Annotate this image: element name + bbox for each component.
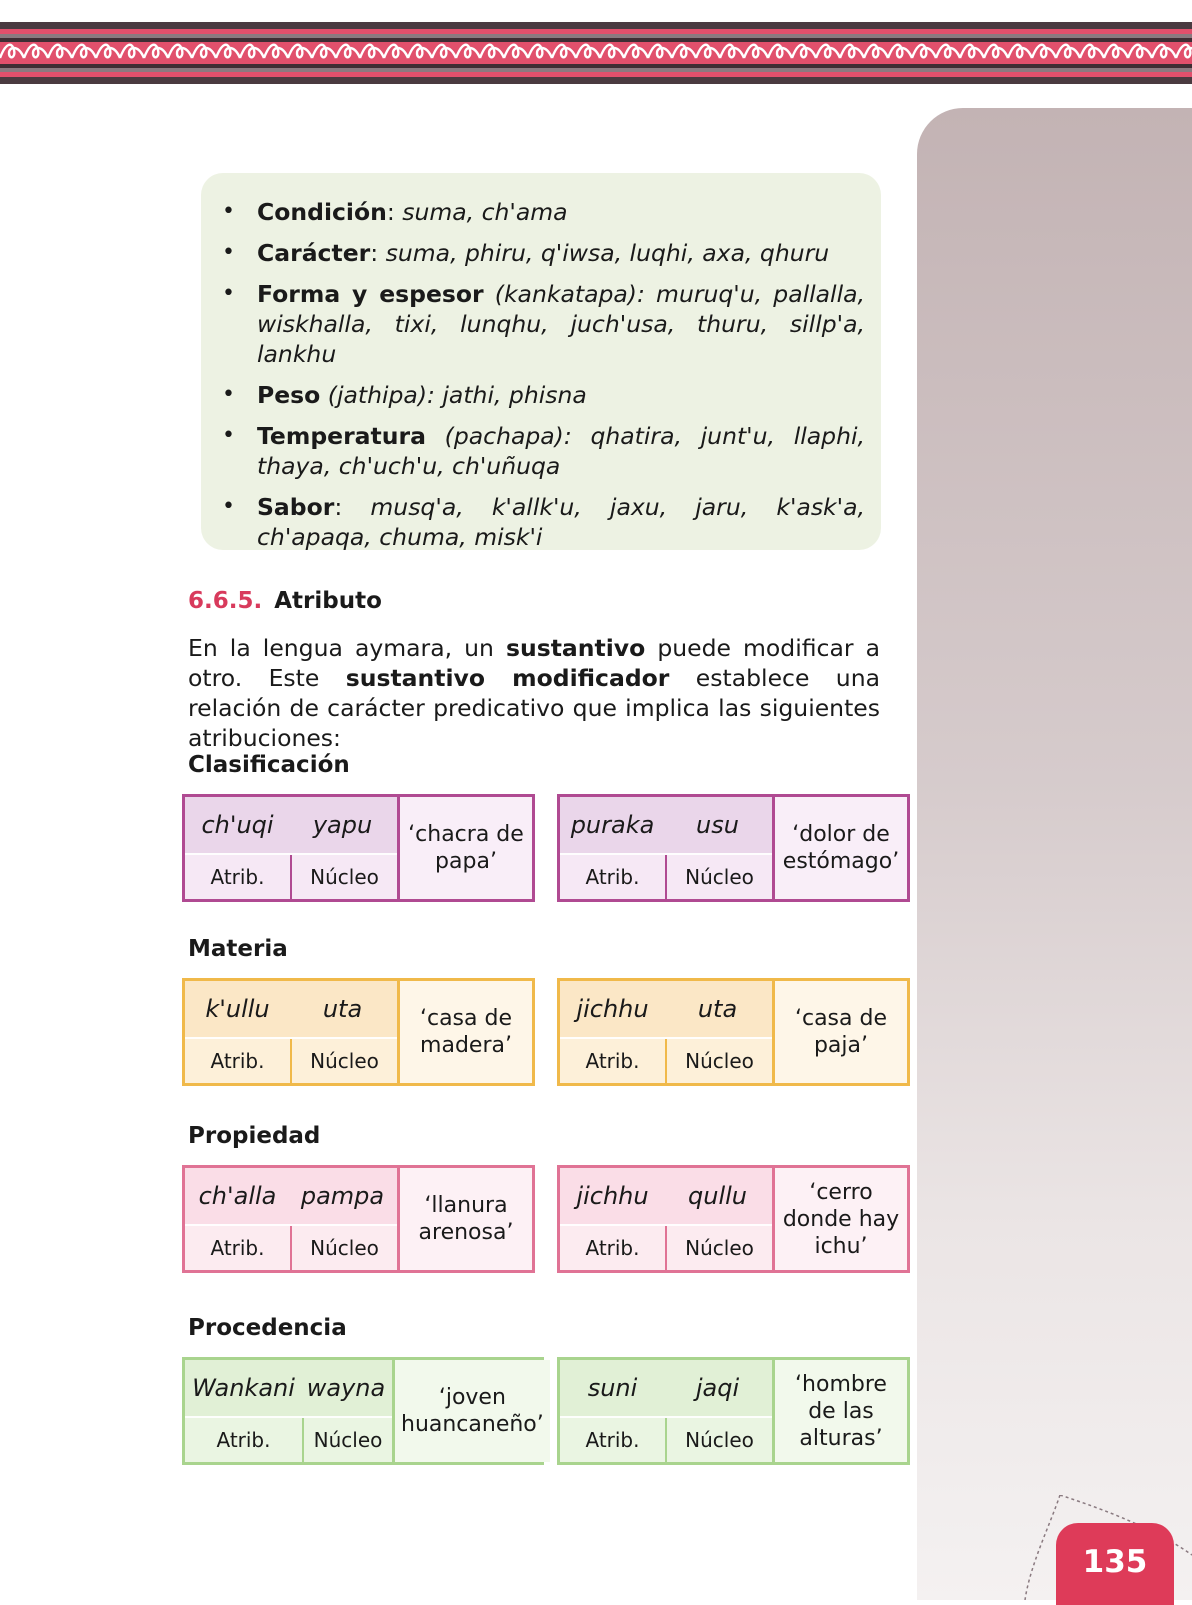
attribute-label: Atrib.: [560, 1226, 667, 1270]
item-label: Temperatura: [257, 422, 426, 450]
section-title: Atributo: [274, 588, 382, 614]
word-pair: [560, 1360, 772, 1462]
bullet-icon: •: [222, 494, 235, 519]
core-word: uta: [697, 995, 738, 1023]
item-words: suma, ch'ama: [402, 198, 568, 226]
translation: ‘chacra de papa’: [397, 797, 532, 899]
item-separator: [484, 280, 495, 308]
translation: ‘casa de madera’: [397, 981, 532, 1083]
attribute-word: Wankani: [192, 1374, 295, 1402]
attribute-word: puraka: [570, 811, 655, 839]
core-word: pampa: [300, 1182, 385, 1210]
item-separator: :: [386, 198, 403, 226]
para-text: establece una relación de carácter predicativo que implica las siguientes atribuciones:: [188, 664, 880, 752]
item-label: Sabor: [257, 493, 335, 521]
item-words: jathi, phisna: [442, 381, 587, 409]
translation: ‘llanura arenosa’: [397, 1168, 532, 1270]
item-gloss: (pachapa):: [444, 422, 572, 450]
word-row: [560, 797, 772, 853]
core-label: Núcleo: [685, 1049, 754, 1073]
list-item: [201, 197, 865, 227]
item-label: Forma y espesor: [257, 280, 484, 308]
attribute-word: ch'alla: [198, 1182, 277, 1210]
item-separator: :: [334, 493, 371, 521]
category-title: Clasificación: [188, 752, 350, 778]
item-label: Condición: [257, 198, 387, 226]
bullet-icon: •: [222, 281, 235, 306]
attribute-label: Atrib.: [560, 1418, 667, 1462]
bullet-icon: •: [222, 382, 235, 407]
word-pair: [185, 1360, 392, 1462]
label-row: [560, 1037, 772, 1083]
item-separator: :: [370, 239, 386, 267]
item-label: Peso: [257, 381, 321, 409]
attribute-word: k'ullu: [205, 995, 270, 1023]
item-separator: [426, 422, 445, 450]
word-row: [560, 981, 772, 1037]
word-pair: [560, 981, 772, 1083]
list-item: [201, 380, 865, 410]
section-heading: [188, 588, 382, 614]
core-word: usu: [696, 811, 739, 839]
attribute-word: jichhu: [576, 995, 649, 1023]
attribute-example-box: [182, 1165, 535, 1273]
label-row: [560, 1416, 772, 1462]
core-word: qullu: [688, 1182, 747, 1210]
core-word: jaqi: [695, 1374, 740, 1402]
attribute-example-box: [557, 1357, 910, 1465]
attribute-example-box: [182, 1357, 544, 1465]
attribute-word: suni: [587, 1374, 638, 1402]
attribute-label: Atrib.: [185, 1226, 292, 1270]
bullet-icon: •: [222, 199, 235, 224]
list-item: [201, 279, 865, 369]
list-item: [201, 492, 865, 552]
para-text: En la lengua aymara, un: [188, 634, 506, 662]
label-row: [185, 853, 397, 899]
translation: ‘joven huancaneño’: [392, 1360, 550, 1462]
attribute-example-box: [182, 978, 535, 1086]
adjective-types-box: [201, 173, 881, 550]
attribute-label: Atrib.: [560, 1039, 667, 1083]
item-words: suma, phiru, q'iwsa, luqhi, axa, qhuru: [385, 239, 830, 267]
core-label: Núcleo: [685, 1428, 754, 1452]
word-row: [185, 981, 397, 1037]
attribute-label: Atrib.: [185, 855, 292, 899]
label-row: [560, 1224, 772, 1270]
word-row: [560, 1360, 772, 1416]
attribute-label: Atrib.: [185, 1039, 292, 1083]
core-label: Núcleo: [313, 1428, 383, 1452]
item-words: qhatira, junt'u, llaphi, thaya, ch'uch'u, ch'uñuqa: [257, 422, 865, 480]
core-label: Núcleo: [685, 1236, 754, 1260]
para-bold: sustantivo: [505, 634, 646, 662]
translation: ‘dolor de estómago’: [772, 797, 907, 899]
word-row: [185, 1360, 392, 1416]
core-word: wayna: [306, 1374, 386, 1402]
item-separator: [320, 381, 327, 409]
word-row: [185, 797, 397, 853]
attribute-example-box: [182, 794, 535, 902]
attribute-example-box: [557, 794, 910, 902]
core-label: Núcleo: [310, 1236, 379, 1260]
label-row: [560, 853, 772, 899]
item-words: muruq'u, pallalla, wiskhalla, tixi, lunqhu, juch'usa, thuru, sillp'a, lankhu: [257, 280, 865, 368]
word-row: [185, 1168, 397, 1224]
word-pair: [560, 797, 772, 899]
attribute-word: jichhu: [576, 1182, 649, 1210]
section-number: 6.6.5.: [188, 588, 263, 614]
attribute-example-box: [557, 978, 910, 1086]
page-number: 135: [1056, 1523, 1174, 1605]
intro-paragraph: [188, 633, 880, 753]
core-word: yapu: [312, 811, 373, 839]
attribute-example-box: [557, 1165, 910, 1273]
word-pair: [185, 981, 397, 1083]
item-label: Carácter: [257, 239, 371, 267]
list-item: [201, 238, 865, 268]
core-label: Núcleo: [310, 1049, 379, 1073]
core-label: Núcleo: [685, 865, 754, 889]
item-gloss: (kankatapa):: [494, 280, 645, 308]
translation: ‘cerro donde hay ichu’: [772, 1168, 907, 1270]
attribute-label: Atrib.: [185, 1418, 304, 1462]
category-title: Procedencia: [188, 1315, 347, 1341]
item-gloss: (jathipa):: [327, 381, 435, 409]
label-row: [185, 1416, 392, 1462]
label-row: [185, 1224, 397, 1270]
decorative-woven-band: [0, 22, 1192, 84]
para-bold: sustantivo modificador: [345, 664, 670, 692]
word-pair: [185, 797, 397, 899]
core-word: uta: [322, 995, 363, 1023]
translation: ‘casa de paja’: [772, 981, 907, 1083]
list-item: [201, 421, 865, 481]
adjective-types-list: [201, 173, 881, 552]
bullet-icon: •: [222, 423, 235, 448]
side-panel: [917, 108, 1192, 1600]
category-title: Materia: [188, 936, 288, 962]
word-row: [560, 1168, 772, 1224]
attribute-label: Atrib.: [560, 855, 667, 899]
item-words: musq'a, k'allk'u, jaxu, jaru, k'ask'a, ch'apaqa, chuma, misk'i: [257, 493, 865, 551]
core-label: Núcleo: [310, 865, 379, 889]
word-pair: [185, 1168, 397, 1270]
bullet-icon: •: [222, 240, 235, 265]
label-row: [185, 1037, 397, 1083]
translation: ‘hombre de las alturas’: [772, 1360, 907, 1462]
category-title: Propiedad: [188, 1123, 321, 1149]
attribute-word: ch'uqi: [201, 811, 274, 839]
para-text: puede modificar a otro. Este: [188, 634, 880, 692]
word-pair: [560, 1168, 772, 1270]
